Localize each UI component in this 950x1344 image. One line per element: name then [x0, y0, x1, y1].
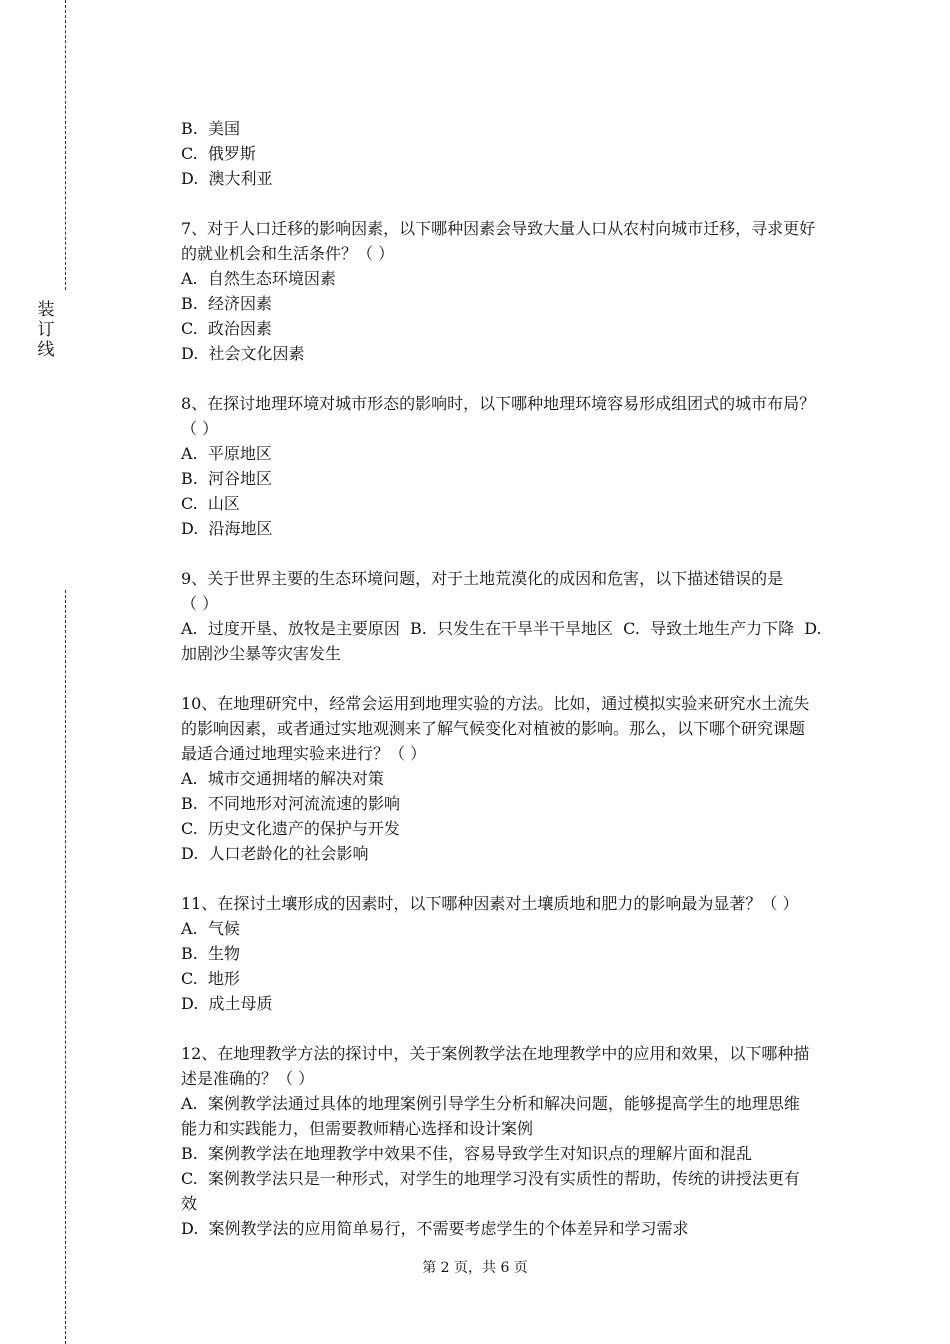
question-stem-line: （ ）	[181, 594, 219, 613]
option-line: A. 过度开垦、放牧是主要原因 B. 只发生在干旱半干旱地区 C. 导致土地生产力下降 D.	[181, 619, 822, 638]
question-stem-line: 9、关于世界主要的生态环境问题，对于土地荒漠化的成因和危害，以下描述错误的是	[181, 569, 784, 588]
question-stem-line: （ ）	[181, 419, 219, 438]
option-line: A. 平原地区	[181, 444, 272, 463]
option-line: B. 经济因素	[181, 294, 273, 313]
question-stem-line: 10、在地理研究中，经常会运用到地理实验的方法。比如，通过模拟实验来研究水土流失	[181, 694, 810, 713]
page-footer: 第 2 页，共 6 页	[422, 1260, 528, 1276]
option-line: B. 案例教学法在地理教学中效果不佳，容易导致学生对知识点的理解片面和混乱	[181, 1144, 753, 1163]
question-10	[181, 691, 841, 866]
question-stem-line: 述是准确的？（ ）	[181, 1069, 315, 1088]
option-line: A. 案例教学法通过具体的地理案例引导学生分析和解决问题，能够提高学生的地理思维	[181, 1094, 800, 1113]
option-line: B. 不同地形对河流流速的影响	[181, 794, 401, 813]
binding-char: 订	[37, 320, 55, 340]
binding-dashed-line-bottom	[65, 590, 66, 1344]
binding-dashed-line-top	[65, 0, 66, 290]
option-line: A. 气候	[181, 919, 240, 938]
prev-question-options	[181, 116, 841, 191]
option-line: B. 生物	[181, 944, 241, 963]
option-line: A. 城市交通拥堵的解决对策	[181, 769, 384, 788]
question-11	[181, 891, 841, 1016]
option-line: C. 地形	[181, 969, 240, 988]
option-line: D. 人口老龄化的社会影响	[181, 844, 369, 863]
question-8	[181, 391, 841, 541]
option-line: C. 历史文化遗产的保护与开发	[181, 819, 400, 838]
option-line: C. 俄罗斯	[181, 144, 256, 163]
option-line: D. 沿海地区	[181, 519, 273, 538]
option-line: C. 山区	[181, 494, 240, 513]
option-line: A. 自然生态环境因素	[181, 269, 336, 288]
question-stem-line: 8、在探讨地理环境对城市形态的影响时，以下哪种地理环境容易形成组团式的城市布局？	[181, 394, 816, 413]
option-line: B. 美国	[181, 119, 241, 138]
binding-char: 装	[37, 300, 55, 320]
question-7	[181, 216, 841, 366]
option-line: 能力和实践能力，但需要教师精心选择和设计案例	[181, 1119, 534, 1138]
question-9	[181, 566, 841, 666]
question-stem-line: 的就业机会和生活条件？（ ）	[181, 244, 395, 263]
option-line: B. 河谷地区	[181, 469, 273, 488]
option-line: D. 案例教学法的应用简单易行，不需要考虑学生的个体差异和学习需求	[181, 1219, 689, 1238]
option-line: D. 成土母质	[181, 994, 273, 1013]
binding-label	[36, 300, 56, 360]
question-stem-line: 的影响因素，或者通过实地观测来了解气候变化对植被的影响。那么，以下哪个研究课题	[181, 719, 806, 738]
question-stem-line: 11、在探讨土壤形成的因素时，以下哪种因素对土壤质地和肥力的影响最为显著？（ ）	[181, 894, 799, 913]
option-line: D. 社会文化因素	[181, 344, 305, 363]
question-stem-line: 12、在地理教学方法的探讨中，关于案例教学法在地理教学中的应用和效果，以下哪种描	[181, 1044, 810, 1063]
option-line: C. 案例教学法只是一种形式，对学生的地理学习没有实质性的帮助，传统的讲授法更有	[181, 1169, 800, 1188]
question-stem-line: 7、对于人口迁移的影响因素，以下哪种因素会导致大量人口从农村向城市迁移，寻求更好	[181, 219, 816, 238]
option-line: D. 澳大利亚	[181, 169, 273, 188]
question-stem-line: 最适合通过地理实验来进行？（ ）	[181, 744, 427, 763]
question-content	[181, 116, 841, 1241]
option-line: 加剧沙尘暴等灾害发生	[181, 644, 342, 663]
option-line: 效	[181, 1194, 198, 1213]
binding-char: 线	[37, 340, 55, 360]
option-line: C. 政治因素	[181, 319, 272, 338]
question-12	[181, 1041, 841, 1241]
